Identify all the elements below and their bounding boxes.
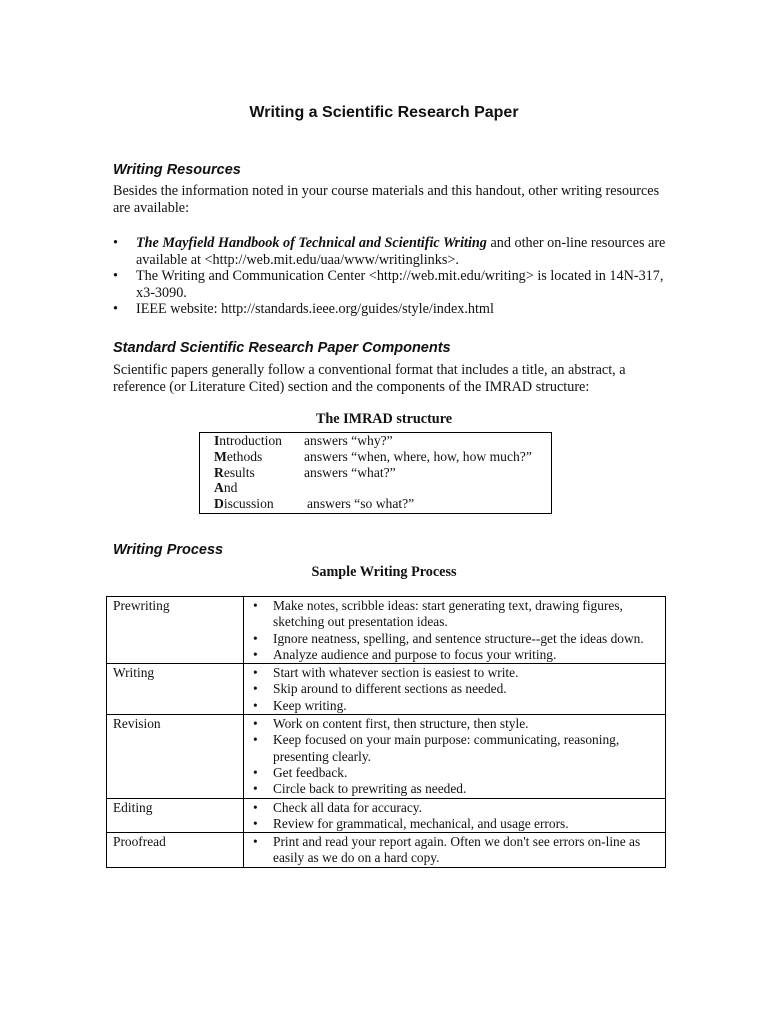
stage-name: Editing xyxy=(107,798,244,833)
list-item xyxy=(113,235,673,268)
bullet-icon: • xyxy=(253,834,258,850)
stage-name: Writing xyxy=(107,664,244,715)
imrad-answer: answers “when, where, how, how much?” xyxy=(304,448,532,464)
list-item: • Work on content first, then structure, then style. xyxy=(253,716,529,732)
imrad-caption: The IMRAD structure xyxy=(315,411,453,427)
stage-name: Proofread xyxy=(107,833,244,868)
table-row xyxy=(107,715,666,798)
bullet-icon: • xyxy=(253,681,258,697)
table-row xyxy=(107,664,666,715)
list-item: • Circle back to prewriting as needed. xyxy=(253,781,467,797)
imrad-row xyxy=(200,433,551,449)
bullet-icon: • xyxy=(253,799,258,815)
bullet-icon: • xyxy=(253,716,258,732)
bullet-icon: • xyxy=(253,697,258,713)
list-item: • Skip around to different sections as needed. xyxy=(253,681,507,697)
list-item: • Ignore neatness, spelling, and sentence structure--get the ideas down. xyxy=(253,630,644,646)
page-title: Writing a Scientific Research Paper xyxy=(249,104,519,121)
imrad-table xyxy=(199,432,552,514)
bullet-icon: • xyxy=(113,268,118,284)
bullet-icon: • xyxy=(253,630,258,646)
imrad-answer: answers “what?” xyxy=(304,464,396,480)
list-item: • Get feedback. xyxy=(253,764,348,780)
process-table xyxy=(106,596,666,868)
bullet-icon: • xyxy=(253,598,258,613)
bullet-icon: • xyxy=(253,781,258,797)
list-item: • Review for grammatical, mechanical, and usage errors. xyxy=(253,815,569,831)
list-item: • Start with whatever section is easiest to write. xyxy=(253,665,519,681)
list-item: • Keep focused on your main purpose: communicating, reasoning, presenting clearly. xyxy=(253,732,620,764)
imrad-row xyxy=(200,465,551,481)
resources-intro: Besides the information noted in your course materials and this handout, other writing resources are available: xyxy=(113,183,660,216)
stage-name: Revision xyxy=(107,715,244,798)
bullet-icon: • xyxy=(113,301,118,317)
imrad-answer: answers “so what?” xyxy=(307,496,415,512)
list-item: • Print and read your report again. Often we don't see errors on-line as easily as we do on a hard copy. xyxy=(253,834,641,866)
imrad-answer: answers “why?” xyxy=(304,433,393,448)
resource-text: and other on-line resources are available at <http://web.mit.edu/uaa/www/writinglinks>. xyxy=(136,235,666,268)
list-item: • Analyze audience and purpose to focus your writing. xyxy=(253,646,557,662)
bullet-icon: • xyxy=(253,732,258,748)
table-row xyxy=(107,833,666,868)
handbook-title: The Mayfield Handbook of Technical and Scientific Writing xyxy=(136,235,487,251)
stage-name: Prewriting xyxy=(107,597,244,664)
table-row xyxy=(107,597,666,664)
bullet-icon: • xyxy=(253,764,258,780)
imrad-row xyxy=(200,480,551,496)
writing-resources-heading: Writing Resources xyxy=(113,162,241,178)
bullet-icon: • xyxy=(253,665,258,681)
bullet-icon: • xyxy=(253,646,258,662)
writing-process-heading: Writing Process xyxy=(113,542,224,558)
list-item: • Keep writing. xyxy=(253,697,347,713)
imrad-term: Discussion xyxy=(214,496,274,512)
imrad-term: Introduction xyxy=(214,433,282,448)
imrad-row xyxy=(200,496,551,512)
imrad-term: Results xyxy=(214,464,255,480)
imrad-row xyxy=(200,449,551,465)
components-intro: Scientific papers generally follow a conventional format that includes a title, an abstract, a reference (or Literature Cited) section and the components of the IMRAD structure: xyxy=(113,362,626,395)
components-heading: Standard Scientific Research Paper Components xyxy=(113,340,451,356)
list-item xyxy=(113,301,673,318)
resources-list xyxy=(113,235,673,318)
imrad-term: Methods xyxy=(214,448,263,464)
table-row xyxy=(107,798,666,833)
list-item: • Make notes, scribble ideas: start generating text, drawing figures, sketching out presentation ideas. xyxy=(253,598,623,630)
list-item xyxy=(113,268,673,301)
bullet-icon: • xyxy=(113,235,118,251)
list-item: • Check all data for accuracy. xyxy=(253,799,422,815)
resource-text: IEEE website: http://standards.ieee.org/guides/style/index.html xyxy=(136,301,494,317)
resource-text: The Writing and Communication Center <http://web.mit.edu/writing> is located in 14N-317, x3-3090. xyxy=(136,268,664,301)
bullet-icon: • xyxy=(253,815,258,831)
process-caption: Sample Writing Process xyxy=(311,564,457,580)
imrad-term: And xyxy=(214,480,238,496)
